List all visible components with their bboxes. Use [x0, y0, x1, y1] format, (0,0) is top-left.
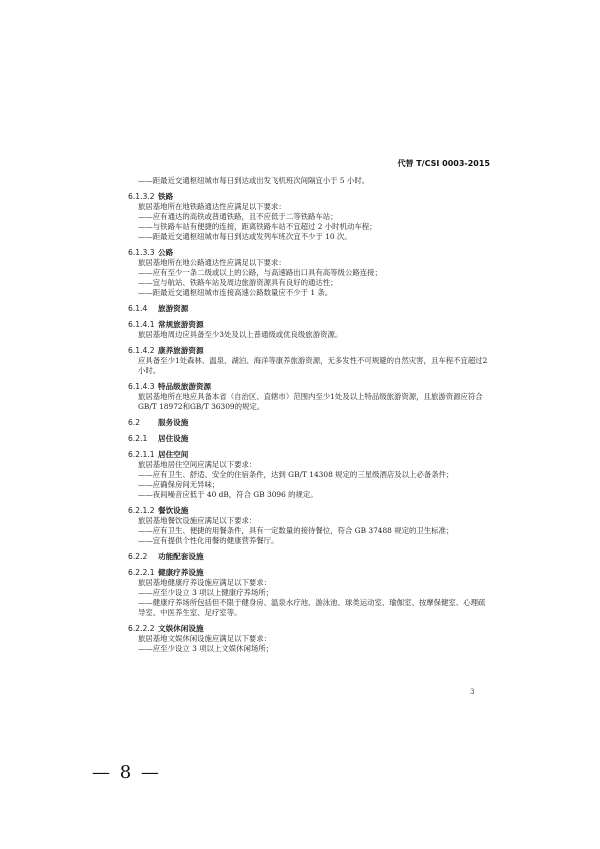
- section-heading: [128, 192, 490, 202]
- section-number: 6.2: [128, 418, 141, 427]
- section-heading: [128, 346, 490, 356]
- paragraph: 应具备至少1处森林、温泉、湖泊、海洋等康养旅游资源，无多发性不可规避的自然灾害，且车程不宜超过2小时。: [138, 356, 488, 375]
- section-title: 康养旅游资源: [158, 346, 204, 355]
- section-number: 6.2.2.1: [128, 568, 155, 577]
- section-heading: [128, 552, 490, 562]
- section-heading: [128, 382, 490, 392]
- paragraph: 旅居基地居住空间应满足以下要求：: [138, 460, 257, 469]
- section-title: 居住设施: [158, 434, 189, 443]
- paragraph: 旅居基地所在地公路通达性应满足以下要求：: [138, 258, 286, 267]
- section-number: 6.2.2.2: [128, 624, 155, 633]
- list-item: ——健康疗养场所包括但不限于健身房、温泉水疗池、游泳池、球类运动室、瑜伽室、按摩保健室、心理疏导室、中医养生室、足疗室等。: [138, 598, 486, 617]
- section-title: 常规旅游资源: [158, 320, 204, 329]
- list-item: ——夜间噪音应低于 40 dB，符合 GB 3096 的规定。: [138, 490, 318, 499]
- list-item: ——距最近交通枢纽城市连接高速公路数量应不少于 1 条。: [138, 288, 333, 297]
- list-item: ——应有通达的高铁或普通铁路，且不应低于二等铁路车站；: [138, 212, 338, 221]
- paragraph: 旅居基地所在地铁路通达性应满足以下要求：: [138, 202, 286, 211]
- section-title: 铁路: [158, 192, 174, 201]
- section-number: 6.1.3.3: [128, 248, 155, 257]
- list-item: ——应确保房间无异味；: [138, 480, 220, 489]
- list-item: ——应至少设立 3 项以上健康疗养场所；: [138, 588, 274, 597]
- footer-page-number: — 8 —: [92, 762, 161, 783]
- section-heading: [128, 568, 490, 578]
- section-heading: [128, 434, 490, 444]
- list-item: ——与铁路车站有便捷的连接，距离铁路车站不宜超过 2 小时机动车程；: [138, 222, 377, 231]
- list-item: ——应至少设立 3 项以上文娱休闲场所；: [138, 644, 274, 653]
- list-item: ——应有至少一条二级或以上的公路，与高速路出口具有高等级公路连接；: [138, 268, 382, 277]
- section-number: 6.2.1.2: [128, 506, 155, 515]
- section-number: 6.1.4: [128, 304, 148, 313]
- section-heading: [128, 624, 490, 634]
- list-item: ——应有卫生、便捷的用餐条件，具有一定数量的接待餐位，符合 GB 37488 规定的卫生标准；: [138, 526, 454, 535]
- section-title: 健康疗养设施: [158, 568, 204, 577]
- section-heading: [128, 418, 490, 428]
- document-code: 代替 T/CSI 0003-2015: [397, 159, 490, 168]
- list-item: ——距最近交通枢纽城市每日到达或发列车班次宜不少于 10 次。: [138, 232, 352, 241]
- paragraph: 旅居基地餐饮设施应满足以下要求：: [138, 516, 257, 525]
- section-heading: [128, 320, 490, 330]
- list-item: ——距最近交通枢纽城市每日到达或出发飞机班次间隔宜小于 5 小时。: [138, 176, 370, 185]
- section-number: 6.1.4.3: [128, 382, 155, 391]
- paragraph: 旅居基地健康疗养设施应满足以下要求：: [138, 578, 272, 587]
- section-number: 6.2.2: [128, 552, 148, 561]
- section-heading: [128, 506, 490, 516]
- section-title: 餐饮设施: [158, 506, 189, 515]
- paragraph: 旅居基地周边应具备至少3处及以上普通级或优良级旅游资源。: [138, 330, 343, 339]
- section-number: 6.1.4.2: [128, 346, 155, 355]
- section-title: 功能配套设施: [158, 552, 204, 561]
- paragraph: 旅居基地文娱休闲设施应满足以下要求：: [138, 634, 272, 643]
- section-number: 6.1.3.2: [128, 192, 155, 201]
- section-heading: [128, 304, 490, 314]
- section-title: 公路: [158, 248, 174, 257]
- list-item: ——应有卫生、舒适、安全的住宿条件，达到 GB/T 14308 规定的三星级酒店及以上必备条件；: [138, 470, 454, 479]
- page-number: 3: [470, 688, 475, 696]
- section-heading: [128, 248, 490, 258]
- section-title: 旅游资源: [158, 304, 189, 313]
- section-title: 居住空间: [158, 450, 189, 459]
- section-number: 6.1.4.1: [128, 320, 155, 329]
- section-title: 特品级旅游资源: [158, 382, 212, 391]
- section-number: 6.2.1: [128, 434, 148, 443]
- section-number: 6.2.1.1: [128, 450, 155, 459]
- paragraph: 旅居基地所在地应具备本省（自治区、直辖市）范围内至少1处及以上特品级旅游资源，且旅游资源应符合GB/T 18972和GB/T 36309的规定。: [138, 392, 483, 411]
- document-body: [128, 176, 490, 654]
- section-title: 文娱休闲设施: [158, 624, 204, 633]
- list-item: ——宜有提供个性化用餐的健康营养餐厅。: [138, 536, 279, 545]
- section-heading: [128, 450, 490, 460]
- section-title: 服务设施: [158, 418, 189, 427]
- list-item: ——宜与航站、铁路车站及周边旅游资源具有良好的通达性；: [138, 278, 338, 287]
